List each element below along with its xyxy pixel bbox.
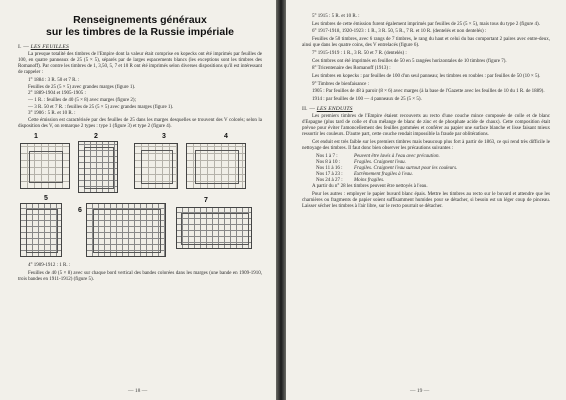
- list-item: 1° 1884 : 3 R. 50 et 7 R. :: [28, 77, 80, 83]
- section-label: LES ENDUITS: [316, 106, 353, 113]
- plate-note: Fragiles. Craignent l'eau surtout pour les couleurs.: [354, 166, 458, 171]
- paragraph: Feuilles de 50 timbres, avec 6 rangs de 7 timbres, le rang du haut et celui du bas comportant 2 paires avec entre-deux, ainsi que dans les quatre coins, des V entrelacés (figure 6).: [302, 37, 550, 49]
- page-number: — 18 —: [128, 388, 148, 394]
- paragraph: 1914 : par feuilles de 100 — 4 panneaux de 25 (5 × 5).: [312, 96, 422, 102]
- plate-note: Moins fragiles.: [354, 178, 385, 184]
- plate-note: Fragiles. Craignent l'eau.: [354, 159, 406, 165]
- figure-label: 6: [78, 207, 82, 215]
- list-item: 6° 1917-1918, 1920-1923 : 1 R., 3 R. 50, 5 R., 7 R. et 10 R. (dentelés et non dentelés) :: [312, 29, 487, 35]
- figure-5: [20, 203, 62, 257]
- book-gutter: [276, 0, 286, 400]
- care-list: [302, 154, 550, 184]
- paragraph: Cet enduit est très faible sur les premiers timbres mais beaucoup plus fort à partir de 1863, ce qui rend très difficile le nettoyage des timbres. Il faut donc bien observer les précautions suivantes :: [302, 140, 550, 152]
- list-item: 5° 1915 : 5 R. et 10 R. :: [312, 14, 360, 19]
- list-item: Feuilles de 25 (5 × 5) avec grandes marges (figure 1).: [28, 84, 136, 90]
- figure-label: 7: [204, 197, 208, 205]
- figure-label: 2: [94, 133, 98, 141]
- figure-4: [186, 143, 246, 189]
- list-item: 9° Timbres de bienfaisance :: [312, 81, 369, 87]
- paragraph: Pour les autres : employer le papier buvard blanc épais. Mettre les timbres au recto sur le buvard et attendre que les charnières ou fragments de papier soient suffisamment humides pour se détacher, si besoin est un léger coup de pinceau. Laisser sécher les timbres à l'air libre, sur le recto pourrait se détacher.: [302, 191, 550, 210]
- list-item: 8° Tricentenaire des Romanoff (1913) :: [312, 66, 391, 72]
- paragraph: La presque totalité des timbres de l'Empire dont la valeur était comprise en kopecks ont été imprimés par feuilles de 100, en quatre panneaux de 25 (5 × 5), séparés par de larges espacements blancs (les exceptions sont les timbres des Romanoff). Par contre les timbres de 1, 3,50, 5, 7 et 10 R ont été imprimés selon diverses dispositions qu'il est intéressant de rappeler :: [18, 52, 262, 76]
- paragraph: Feuilles de 40 (5 × 8) avec sur chaque bord vertical des bandes colorées dans les marges (une bande en 1909-1910, trois bandes en 1911-1912) (figure 5).: [18, 270, 262, 283]
- figure-label: 4: [224, 133, 228, 141]
- figure-1: [20, 143, 70, 189]
- plate-range: Nos 17 à 23 :: [316, 172, 343, 178]
- paragraph: Les timbres de cette émission furent également imprimés par feuilles de 25 (5 × 5), mais tous du type 2 (figure 4).: [312, 21, 540, 27]
- plate-range: Nos 1 à 7 :: [316, 153, 338, 159]
- issue-list: [18, 78, 262, 118]
- page-number: — 19 —: [410, 388, 430, 394]
- section-heading-coatings: [302, 106, 550, 112]
- paragraph: Les premiers timbres de l'Empire étaient recouverts au recto d'une couche mince composée de colle et de blanc d'Espagne (plus tard de colle et d'un mélange de blanc de zinc et de phosphate acide de chaux). Cette composition était prévue pour éviter l'amoncellement des feuilles gommées et conférer au papier une surface blanche et lisse faisant mieux ressortir les couleurs. D'autre part, cette couche rendait impossible la fraude par oblitérations.: [302, 114, 550, 138]
- list-item: — 3 R. 50 et 7 R. : feuilles de 25 (5 × 5) avec grandes marges (figure 1).: [28, 104, 174, 110]
- plate-range: Nos 24 à 27 :: [316, 178, 343, 184]
- list-item: 4° 1909-1912 : 1 R. :: [28, 263, 71, 269]
- list-item: 7° 1915-1919 : 1 R., 3 R. 50 et 7 R. (dentelés) :: [312, 50, 407, 56]
- page-title: [18, 14, 262, 38]
- right-page: [286, 0, 566, 400]
- title-line-2: sur les timbres de la Russie impériale: [46, 26, 234, 38]
- sheet-figures: [18, 133, 262, 259]
- plate-note: Extrêmement fragiles à l'eau.: [354, 172, 413, 178]
- list-item: — 1 R. : feuilles de 40 (5 × 8) avec marges (figure 2);: [28, 98, 136, 104]
- section-number: II. —: [302, 106, 316, 113]
- figure-3: [134, 143, 178, 189]
- paragraph: Les timbres en kopecks : par feuilles de 100 d'un seul panneau; les timbres en roubles : par feuilles de 50 (10 × 5).: [312, 73, 541, 79]
- paragraph: 1905 : Par feuilles de 48 à paroir (8 × 6) avec marges (à la base de l'Gazette avec les feuilles de 10 du 1 R. de 1889).: [312, 89, 545, 95]
- section-number: I. —: [18, 44, 30, 50]
- list-item: 2° 1889-1904 et 1905-1905 :: [28, 91, 86, 97]
- figure-label: 3: [162, 133, 166, 141]
- plate-note: Peuvent être lavés à l'eau avec précaution.: [354, 153, 440, 159]
- paragraph: Ces timbres ont été imprimés en feuilles de 50 en 5 rangées horizontales de 10 timbres (figure 7).: [312, 58, 507, 64]
- figure-2: [78, 141, 118, 193]
- left-page: [0, 0, 276, 400]
- figure-label: 5: [44, 195, 48, 203]
- figure-6: [86, 203, 166, 257]
- figure-label: 1: [34, 133, 38, 141]
- section-heading-sheets: [18, 44, 262, 50]
- plate-range: Nos 11 à 16 :: [316, 166, 343, 171]
- list-item: 3° 1906 : 5 R. et 10 R. :: [28, 111, 76, 117]
- section-label: LES FEUILLES: [30, 44, 69, 50]
- plate-range: Nos 8 à 10 :: [316, 159, 341, 165]
- paragraph: A partir du n° 28 les timbres peuvent être nettoyés à l'eau.: [312, 184, 428, 190]
- figure-7: [176, 207, 252, 249]
- paragraph: Cette émission est caractérisée par des feuilles de 25 dans les marges desquelles se trouvent des V colorés; selon la disposition des V, on remarque 2 types : type 1 (figure 3) et type 2 (figure 4).: [18, 118, 262, 130]
- title-line-1: Renseignements généraux: [73, 14, 207, 26]
